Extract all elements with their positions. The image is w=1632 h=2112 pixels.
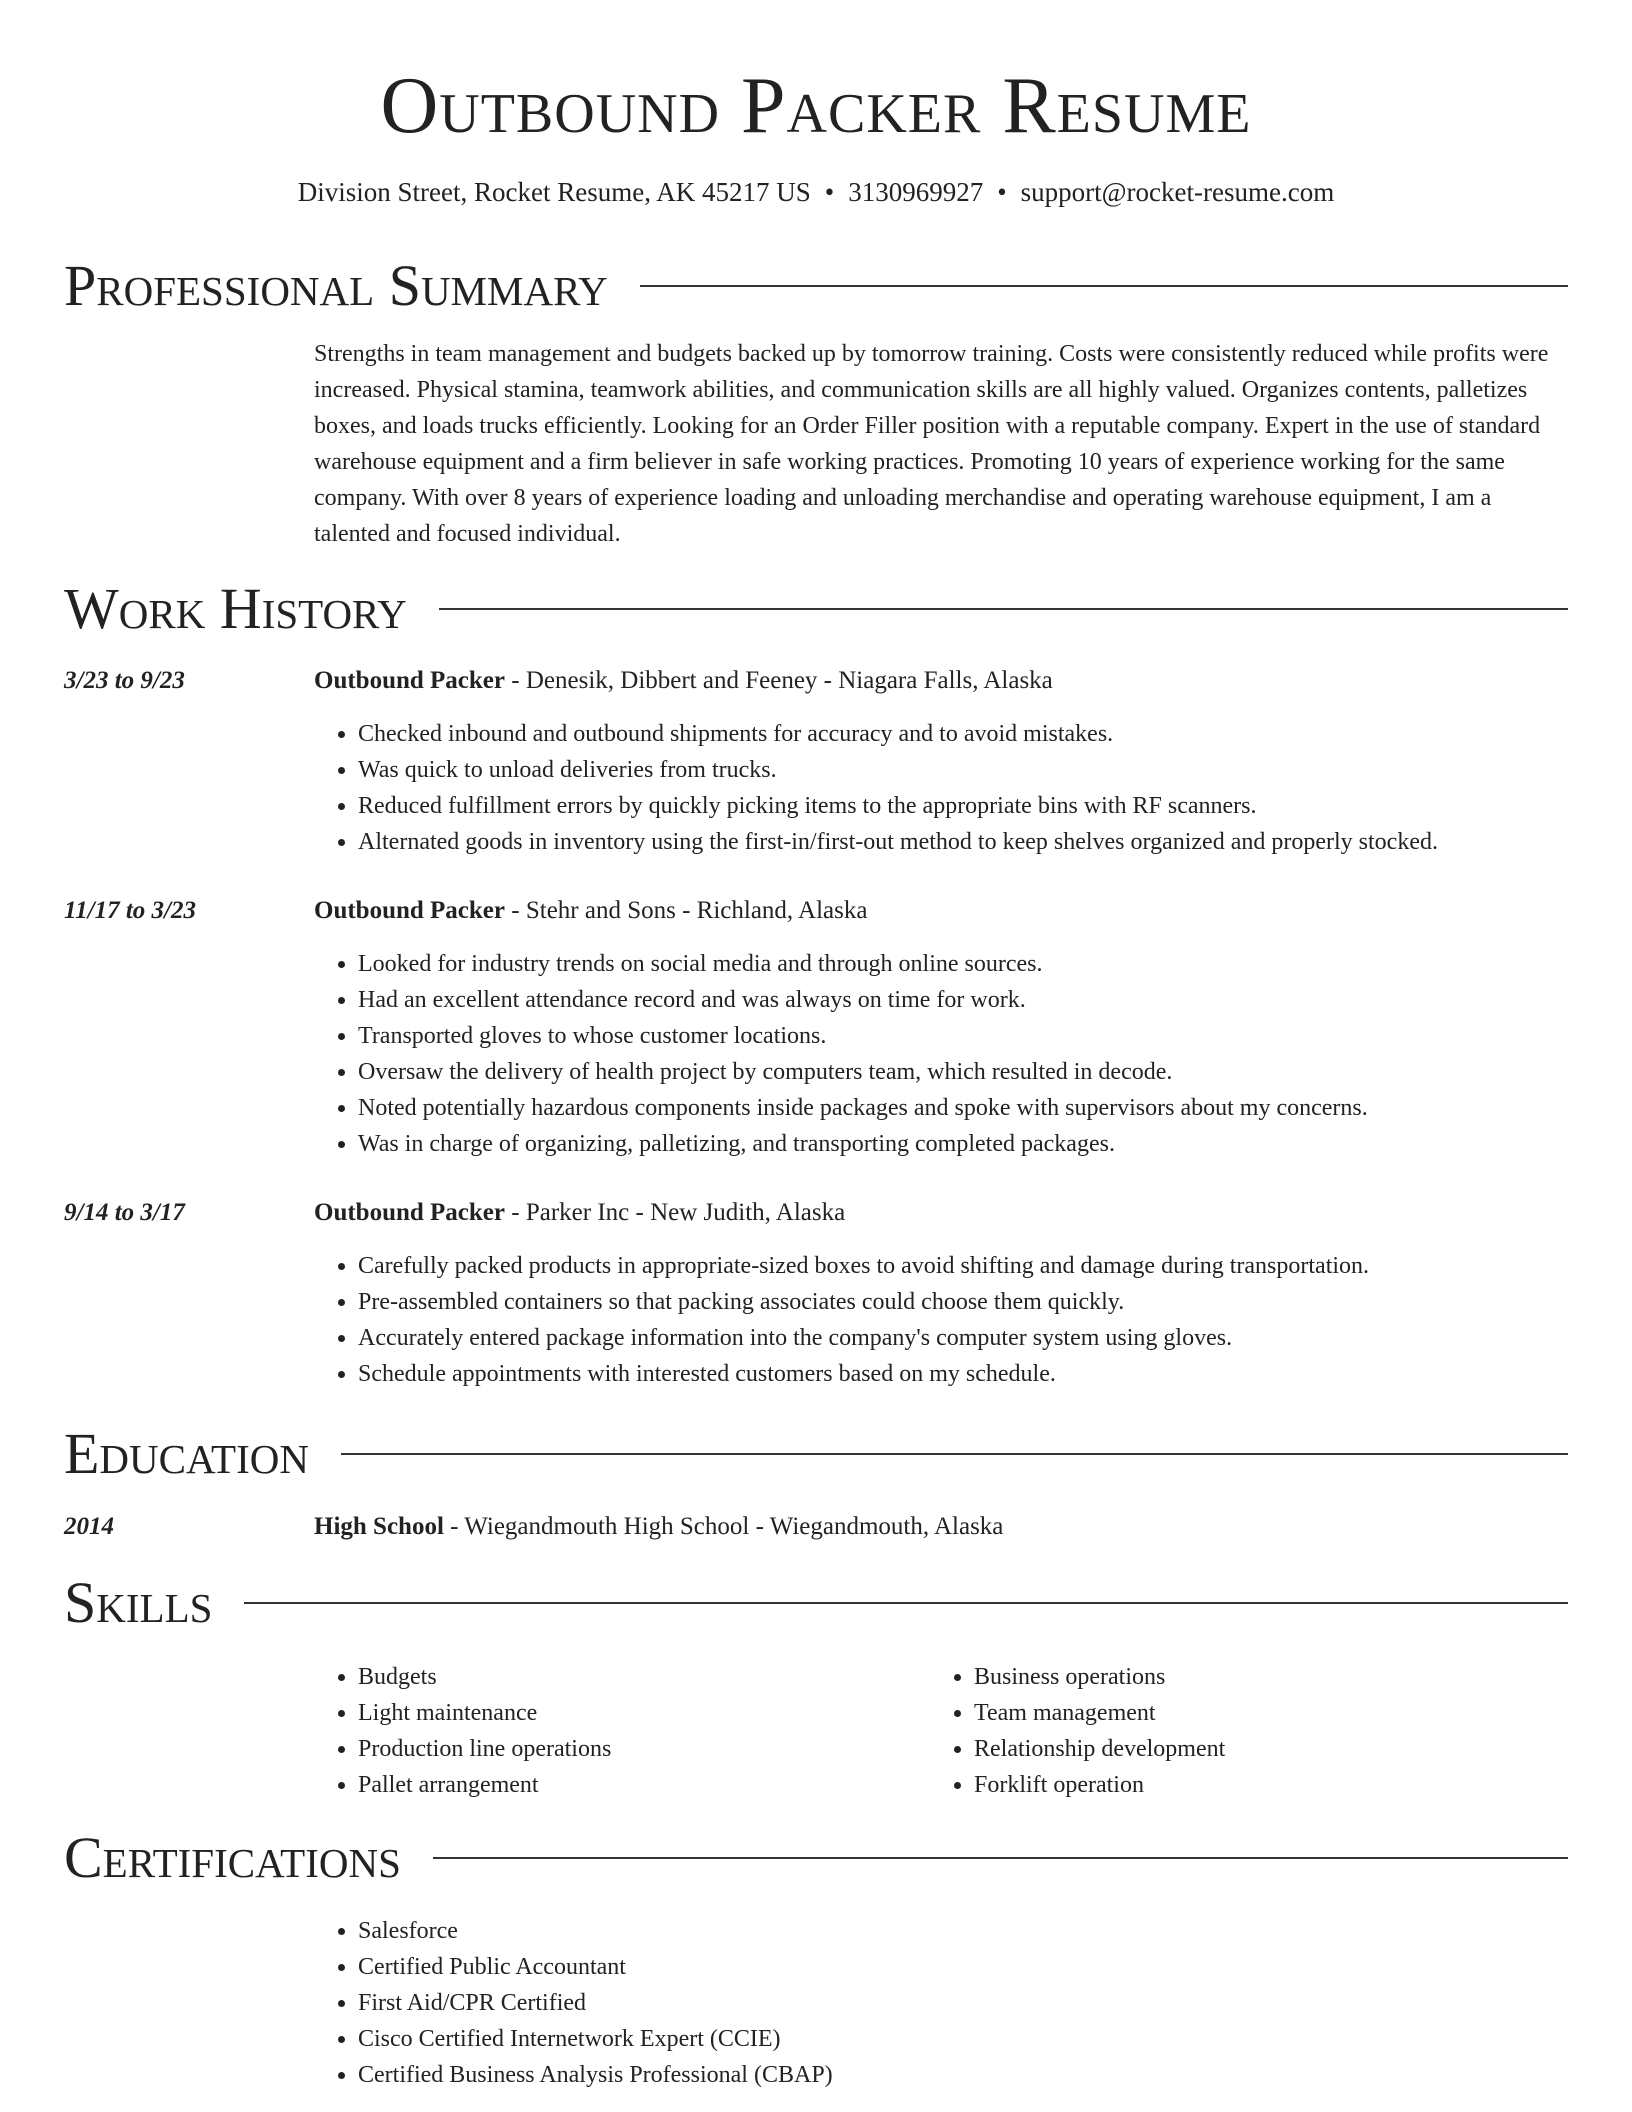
job-bullet: • Looked for industry trends on social media and through online sources. <box>358 946 1608 982</box>
job-details: - Parker Inc - New Judith, Alaska <box>505 1199 846 1226</box>
job-bullet-list <box>314 716 1608 860</box>
contact-separator: • <box>997 177 1007 207</box>
job-bullet: • Noted potentially hazardous components inside packages and spoke with supervisors about my concerns. <box>358 1090 1608 1126</box>
job-bullet: • Transported gloves to whose customer locations. <box>358 1018 1608 1054</box>
job-bullet: • Pre-assembled containers so that packing associates could choose them quickly. <box>358 1284 1608 1320</box>
contact-address: Division Street, Rocket Resume, AK 45217 US <box>297 177 811 207</box>
job-header <box>314 893 1564 929</box>
section-divider <box>341 1453 1568 1455</box>
skills-heading: Skills <box>64 1570 213 1635</box>
job-bullet: • Carefully packed products in appropriate-sized boxes to avoid shifting and damage during transportation. <box>358 1248 1608 1284</box>
skill-item: • Pallet arrangement <box>358 1767 938 1803</box>
resume-title: Outbound Packer Resume <box>380 62 1252 150</box>
summary-heading: Professional Summary <box>64 253 608 318</box>
skill-item: • Forklift operation <box>974 1767 1594 1803</box>
certifications-section-header <box>64 1826 1568 1890</box>
job-title: Outbound Packer <box>314 897 506 924</box>
contact-phone: 3130969927 <box>848 177 984 207</box>
section-divider <box>433 1857 1568 1859</box>
contact-separator: • <box>824 177 835 207</box>
certification-item: • First Aid/CPR Certified <box>358 1985 1608 2021</box>
certification-item: • Cisco Certified Internetwork Expert (CCIE) <box>358 2021 1608 2057</box>
education-section-header <box>64 1422 1568 1486</box>
job-header <box>314 663 1564 699</box>
job-bullet: • Was in charge of organizing, palletizing, and transporting completed packages. <box>358 1126 1608 1162</box>
work-history-section-header <box>64 577 1568 641</box>
job-bullet-list <box>314 1248 1608 1392</box>
job-bullet: • Alternated goods in inventory using the first-in/first-out method to keep shelves organized and properly stocked. <box>358 824 1608 860</box>
job-bullet: • Accurately entered package information into the company's computer system using gloves. <box>358 1320 1608 1356</box>
education-heading: Education <box>64 1421 309 1486</box>
section-divider <box>439 608 1568 610</box>
job-bullet: • Checked inbound and outbound shipments for accuracy and to avoid mistakes. <box>358 716 1608 752</box>
summary-section-header <box>64 254 1568 318</box>
job-bullet: • Schedule appointments with interested customers based on my schedule. <box>358 1356 1608 1392</box>
section-divider <box>640 285 1568 287</box>
certification-item: • Salesforce <box>358 1913 1608 1949</box>
education-degree: High School <box>314 1513 444 1540</box>
certification-item: • Certified Public Accountant <box>358 1949 1608 1985</box>
education-header <box>314 1509 1564 1545</box>
job-bullet: • Had an excellent attendance record and was always on time for work. <box>358 982 1608 1018</box>
job-bullet: • Reduced fulfillment errors by quickly picking items to the appropriate bins with RF scanners. <box>358 788 1608 824</box>
certifications-heading: Certifications <box>64 1825 401 1890</box>
skills-section-header <box>64 1571 1568 1635</box>
education-details: - Wiegandmouth High School - Wiegandmouth, Alaska <box>443 1513 1004 1540</box>
skill-item: • Team management <box>974 1695 1594 1731</box>
job-bullet: • Oversaw the delivery of health project by computers team, which resulted in decode. <box>358 1054 1608 1090</box>
certification-item: • Certified Business Analysis Professional (CBAP) <box>358 2057 1608 2093</box>
job-dates: 3/23 to 9/23 <box>64 667 185 694</box>
skill-item: • Production line operations <box>358 1731 938 1767</box>
skill-item: • Business operations <box>974 1659 1594 1695</box>
summary-text: Strengths in team management and budgets backed up by tomorrow training. Costs were consistently reduced while profits were increased. Physical stamina, teamwork abilities, and communication skills are all highly valued. Organizes contents, palletizes boxes, and loads trucks efficiently. Looking for an Order Filler position with a reputable company. Expert in the use of standard warehouse equipment and a firm believer in safe working practices. Promoting 10 years of experience working for the same company. With over 8 years of experience loading and unloading merchandise and operating warehouse equipment, I am a talented and focused individual. <box>314 341 1549 547</box>
job-title: Outbound Packer <box>314 1199 506 1226</box>
job-details: - Denesik, Dibbert and Feeney - Niagara Falls, Alaska <box>505 667 1053 694</box>
skill-item: • Relationship development <box>974 1731 1594 1767</box>
skill-item: • Budgets <box>358 1659 938 1695</box>
skills-list-right <box>930 1659 1594 1803</box>
certifications-list <box>314 1913 1608 2093</box>
job-header <box>314 1195 1564 1231</box>
contact-email: support@rocket-resume.com <box>1020 177 1335 207</box>
job-dates: 9/14 to 3/17 <box>64 1199 185 1226</box>
section-divider <box>244 1602 1568 1604</box>
work-history-heading: Work History <box>64 576 407 641</box>
job-title: Outbound Packer <box>314 667 506 694</box>
job-dates: 11/17 to 3/23 <box>64 897 196 924</box>
skills-list-left <box>314 1659 938 1803</box>
contact-line <box>0 174 1632 210</box>
education-year: 2014 <box>64 1513 114 1540</box>
job-bullet-list <box>314 946 1608 1162</box>
job-details: - Stehr and Sons - Richland, Alaska <box>505 897 868 924</box>
skill-item: • Light maintenance <box>358 1695 938 1731</box>
job-bullet: • Was quick to unload deliveries from trucks. <box>358 752 1608 788</box>
